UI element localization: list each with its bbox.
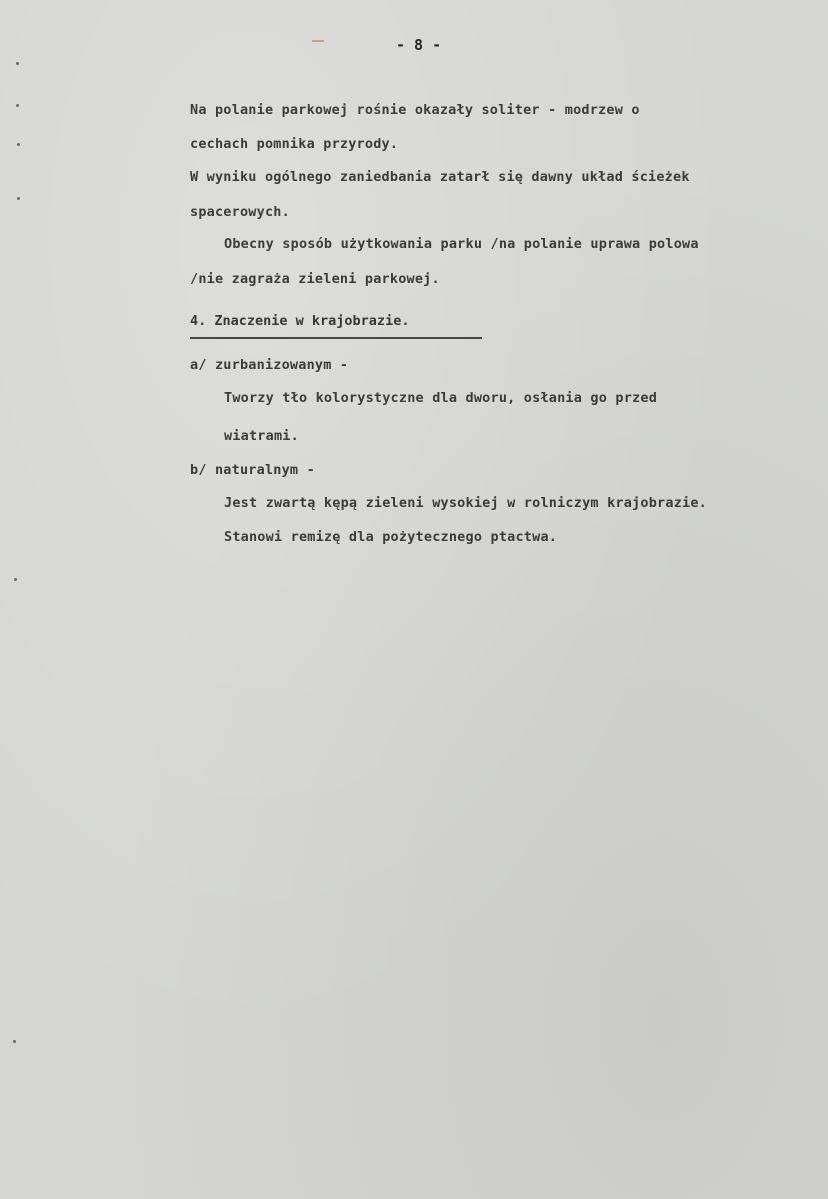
margin-dot (16, 62, 19, 65)
item-line: Stanowi remizę dla pożytecznego ptactwa. (224, 529, 558, 545)
page-number: - 8 - (396, 36, 442, 54)
body-line: W wyniku ogólnego zaniedbania zatarł się dawny układ ścieżek (190, 169, 690, 185)
stray-mark (312, 40, 324, 42)
section-heading: 4. Znaczenie w krajobrazie. (190, 313, 410, 329)
item-line: Tworzy tło kolorystyczne dla dworu, osłania go przed (224, 390, 658, 406)
item-line: wiatrami. (224, 428, 299, 444)
item-line: Jest zwartą kępą zieleni wysokiej w rolniczym krajobrazie. (224, 495, 708, 511)
margin-dot (17, 143, 20, 146)
body-line: cechach pomnika przyrody. (190, 136, 399, 152)
margin-dot (16, 104, 19, 107)
body-line: Na polanie parkowej rośnie okazały soliter - modrzew o (190, 102, 640, 118)
margin-dot (13, 1040, 16, 1043)
body-line: spacerowych. (190, 204, 290, 220)
body-line: Obecny sposób użytkowania parku /na polanie uprawa polowa (224, 236, 699, 252)
heading-underline (190, 337, 482, 339)
item-label: b/ naturalnym - (190, 462, 315, 478)
body-line: /nie zagraża zieleni parkowej. (190, 271, 440, 287)
margin-dot (17, 197, 20, 200)
margin-dot (14, 578, 17, 581)
item-label: a/ zurbanizowanym - (190, 357, 349, 373)
